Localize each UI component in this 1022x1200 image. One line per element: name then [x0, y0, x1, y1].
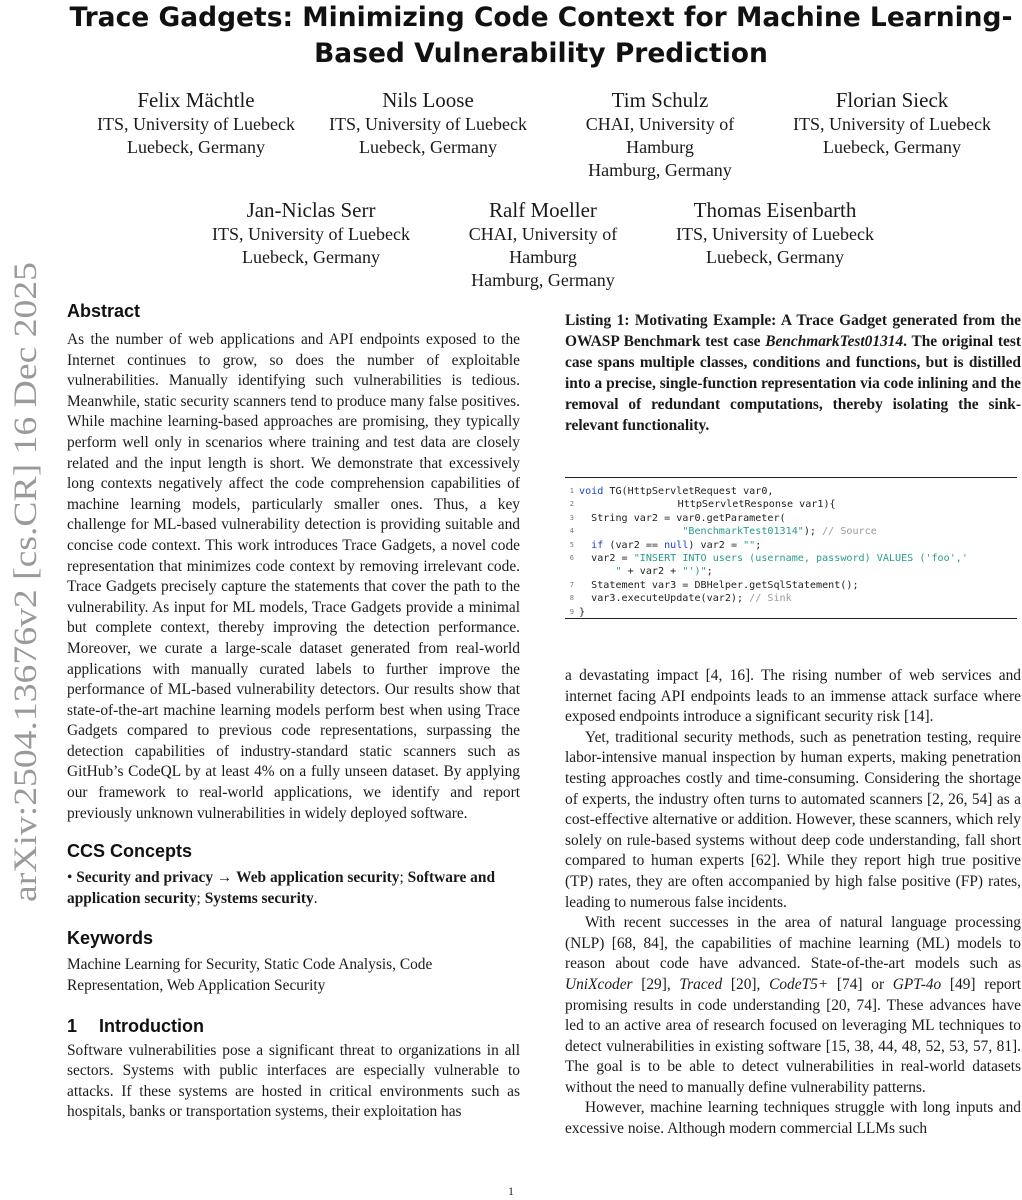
- listing-caption-testcase: BenchmarkTest01314: [765, 333, 904, 350]
- code-text: [579, 566, 615, 577]
- code-line: [565, 579, 1017, 592]
- intro-paragraph: Yet, traditional security methods, such as penetration testing, require labor-intensive manual inspection by human experts, making penetration testing approaches costly and time-consuming. Considering the shortage of experts, the industry often turns to automated scanners [2, 26, 54] as a cost-effective alternative or addition. However, these scanners, which rely solely on rule-based systems without deep code understanding, fall short compared to human experts [62]. While they report high true positive (TP) rates, they are often accompanied by high false positive (FP) rates, leading to numerous false incidents.: [565, 728, 1021, 911]
- code-text: TG(HttpServletRequest var0,: [609, 486, 774, 497]
- author-name: Thomas Eisenbarth: [693, 198, 857, 222]
- model-name: CodeT5+: [769, 975, 829, 993]
- line-number: 1: [569, 487, 574, 495]
- author-affiliation: ITS, University of Luebeck: [212, 224, 410, 244]
- keywords-text: Machine Learning for Security, Static Code Analysis, Code Representation, Web Application Security: [67, 956, 433, 995]
- ccs-term: Security and privacy: [76, 869, 214, 887]
- code-line: [565, 606, 1017, 619]
- code-text: }: [579, 606, 586, 618]
- code-text: [579, 526, 682, 537]
- code-text: ;: [755, 539, 762, 551]
- author-block: [665, 197, 885, 269]
- ccs-arrow: →: [216, 869, 233, 887]
- code-line: [565, 539, 1017, 552]
- code-string: "BenchmarkTest01314": [682, 526, 804, 538]
- ccs-separator: ;: [196, 889, 201, 907]
- intro-paragraph: [565, 913, 1021, 1098]
- ccs-bullet: •: [67, 869, 73, 887]
- section-title: Introduction: [99, 1015, 204, 1036]
- ccs-end: .: [313, 889, 318, 907]
- code-line: [565, 525, 1017, 538]
- model-name: Traced: [679, 975, 723, 993]
- code-string: "": [743, 539, 756, 551]
- author-affiliation: Hamburg: [626, 137, 694, 157]
- code-comment: // Source: [822, 526, 877, 538]
- code-text: Statement var3 = DBHelper.getSqlStatement();: [579, 579, 859, 591]
- code-keyword: void: [579, 486, 604, 497]
- intro-paragraph: Software vulnerabilities pose a significant threat to organizations in all sectors. Systems with public interfaces are especially vulnerable to attacks. If these systems are hosted in critical environments such as hospitals, banks or transportation systems, their exploitation has: [67, 1041, 520, 1121]
- code-line: [565, 592, 1017, 605]
- code-text: (var2 ==: [603, 539, 665, 551]
- code-line: [565, 512, 1017, 525]
- intro-paragraph: However, machine learning techniques struggle with long inputs and excessive noise. Although modern commercial LLMs such: [565, 1099, 1021, 1138]
- intro-text: [29],: [632, 975, 680, 993]
- author-affiliation: CHAI, University of: [585, 114, 735, 134]
- code-text: HttpServletResponse var1){: [629, 499, 836, 511]
- line-number: 3: [569, 513, 574, 522]
- code-text: + var2 +: [621, 566, 683, 578]
- code-keyword: null: [664, 539, 689, 551]
- author-name: Florian Sieck: [835, 88, 949, 112]
- right-column-body: [565, 666, 1021, 1140]
- author-affiliation: CHAI, University of: [468, 224, 618, 244]
- code-text: var2 =: [579, 552, 634, 564]
- code-line: [565, 485, 1017, 498]
- intro-paragraph: a devastating impact [4, 16]. The rising number of web services and internet facing API endpoints leads to an immense attack surface where exposed endpoints introduce a significant security risk [14].: [565, 667, 1021, 726]
- code-text: String var2 = var0.getParameter(: [579, 512, 786, 524]
- code-listing: [565, 477, 1017, 619]
- ccs-heading: CCS Concepts: [67, 841, 193, 862]
- author-affiliation: ITS, University of Luebeck: [329, 114, 527, 134]
- arxiv-stamp: [0, 262, 50, 912]
- author-location: Luebeck, Germany: [823, 137, 961, 157]
- intro-text: [20],: [722, 975, 770, 993]
- code-line: [565, 565, 1017, 578]
- author-name: Jan-Niclas Serr: [246, 198, 376, 222]
- code-comment: // Sink: [749, 593, 792, 605]
- ccs-term: Software and application security: [67, 869, 496, 907]
- arxiv-stamp-text: arXiv:2504.13676v2 [cs.CR] 16 Dec 2025: [8, 341, 44, 902]
- listing-caption-text: Listing 1: Motivating Example: A Trace Gadget generated from the OWASP Benchmark test case: [565, 312, 1021, 350]
- author-name: Ralf Moeller: [489, 198, 597, 222]
- author-affiliation: ITS, University of Luebeck: [97, 114, 295, 134]
- code-string: "INSERT INTO users (username, password) VALUES ('foo',': [633, 552, 968, 564]
- author-affiliation: ITS, University of Luebeck: [793, 114, 991, 134]
- line-number: 4: [569, 527, 574, 536]
- paper-title: Trace Gadgets: Minimizing Code Context for Machine Learning-Based Vulnerability Prediction: [69, 2, 1013, 69]
- line-number: 6: [569, 553, 574, 562]
- ccs-separator: ;: [399, 869, 404, 887]
- intro-text: With recent successes in the area of natural language processing (NLP) [68, 84], the capabilities of machine learning (ML) models to reason about code have advanced. State-of-the-art models such as: [565, 914, 1021, 973]
- ccs-term: Systems security: [204, 889, 314, 907]
- author-affiliation: ITS, University of Luebeck: [676, 224, 874, 244]
- abstract-text: As the number of web applications and API endpoints exposed to the Internet continues to grow, so does the number of exploitable vulnerabilities. Manually identifying such vulnerabilities is tedious. Meanwhile, static security scanners tend to produce many false positives. While machine learning-based approaches are promising, they typically perform well only in scenarios where training and test data are closely related and the input length is short. We demonstrate that excessively long contexts negatively affect the code comprehension capabilities of machine learning models, particularly smaller ones. Thus, a key challenge for ML-based vulnerability detection is providing suitable and concise code context. This work introduces Trace Gadgets, a novel code representation that minimizes code context by removing irrelevant code. Trace Gadgets precisely capture the statements that cover the path to the vulnerability. As input for ML models, Trace Gadgets provide a minimal but complete context, thereby improving the detection performance. Moreover, we curate a large-scale dataset generated from real-world applications with manually curated labels to further improve the performance of ML-based vulnerability detectors. Our results show that state-of-the-art machine learning models perform best when using Trace Gadgets compared to previous code representations, surpassing the detection capabilities of industry-standard static scanners such as GitHub’s CodeQL by at least 4% on a fully unseen dataset. By applying our framework to real-world applications, we identify and report previously unknown vulnerabilities in widely deployed software.: [67, 331, 520, 822]
- right-column: [565, 310, 1021, 436]
- author-name: Felix Mächtle: [137, 88, 255, 112]
- left-column: [67, 298, 520, 1123]
- author-location: Luebeck, Germany: [127, 137, 265, 157]
- code-line: [565, 552, 1017, 565]
- section-number: 1: [67, 1015, 78, 1036]
- intro-text: [49] report promising results in code understanding [20, 74]. These advances have led to an active area of research focused on leveraging ML techniques to detect vulnerabilities in existing software [15, 38, 44, 48, 52, 53, 57, 81]. The goal is to be able to detect vulnerabilities in real-world datasets without the need to manually define vulnerability patterns.: [565, 975, 1021, 1096]
- author-name: Tim Schulz: [611, 88, 709, 112]
- code-text: [579, 540, 591, 551]
- line-number: 2: [569, 500, 574, 509]
- model-name: GPT-4o: [892, 975, 942, 993]
- author-name: Nils Loose: [382, 88, 474, 112]
- listing-caption: [565, 310, 1021, 436]
- line-number: 5: [569, 540, 574, 549]
- author-block: [433, 197, 653, 292]
- listing-caption-text: . The original test case spans multiple classes, conditions and functions, but is distilled into a precise, single-function representation via code inlining and the removal of redundant computations, thereby isolating the sink-relevant functionality.: [565, 333, 1021, 434]
- intro-heading: [67, 1013, 520, 1039]
- code-text: var3.executeUpdate(var2);: [579, 593, 744, 605]
- code-string: "')": [682, 566, 707, 578]
- author-block: [550, 87, 770, 182]
- author-location: Luebeck, Germany: [706, 247, 844, 267]
- author-block: [318, 87, 538, 159]
- code-string: ": [615, 566, 622, 578]
- code-text: );: [803, 526, 817, 538]
- line-number: 9: [569, 607, 574, 616]
- author-block: [782, 87, 1002, 159]
- author-location: Hamburg, Germany: [471, 270, 615, 290]
- code-line: [565, 498, 1017, 511]
- keywords-heading: Keywords: [67, 928, 154, 949]
- page-number: 1: [508, 1184, 514, 1198]
- abstract-heading: Abstract: [67, 301, 141, 321]
- author-affiliation: Hamburg: [509, 247, 577, 267]
- author-location: Hamburg, Germany: [588, 160, 732, 180]
- author-block: [86, 87, 306, 159]
- line-number: 8: [569, 594, 574, 603]
- ccs-term: Web application security: [236, 869, 400, 887]
- ccs-concepts: [67, 868, 520, 909]
- code-keyword: if: [591, 539, 604, 551]
- author-block: [201, 197, 421, 269]
- intro-text: [74] or: [828, 975, 893, 993]
- author-location: Luebeck, Germany: [359, 137, 497, 157]
- code-text: ) var2 =: [688, 539, 744, 551]
- line-number: 7: [569, 580, 574, 589]
- model-name: UniXcoder: [565, 975, 633, 993]
- author-location: Luebeck, Germany: [242, 247, 380, 267]
- code-text: ;: [706, 566, 713, 578]
